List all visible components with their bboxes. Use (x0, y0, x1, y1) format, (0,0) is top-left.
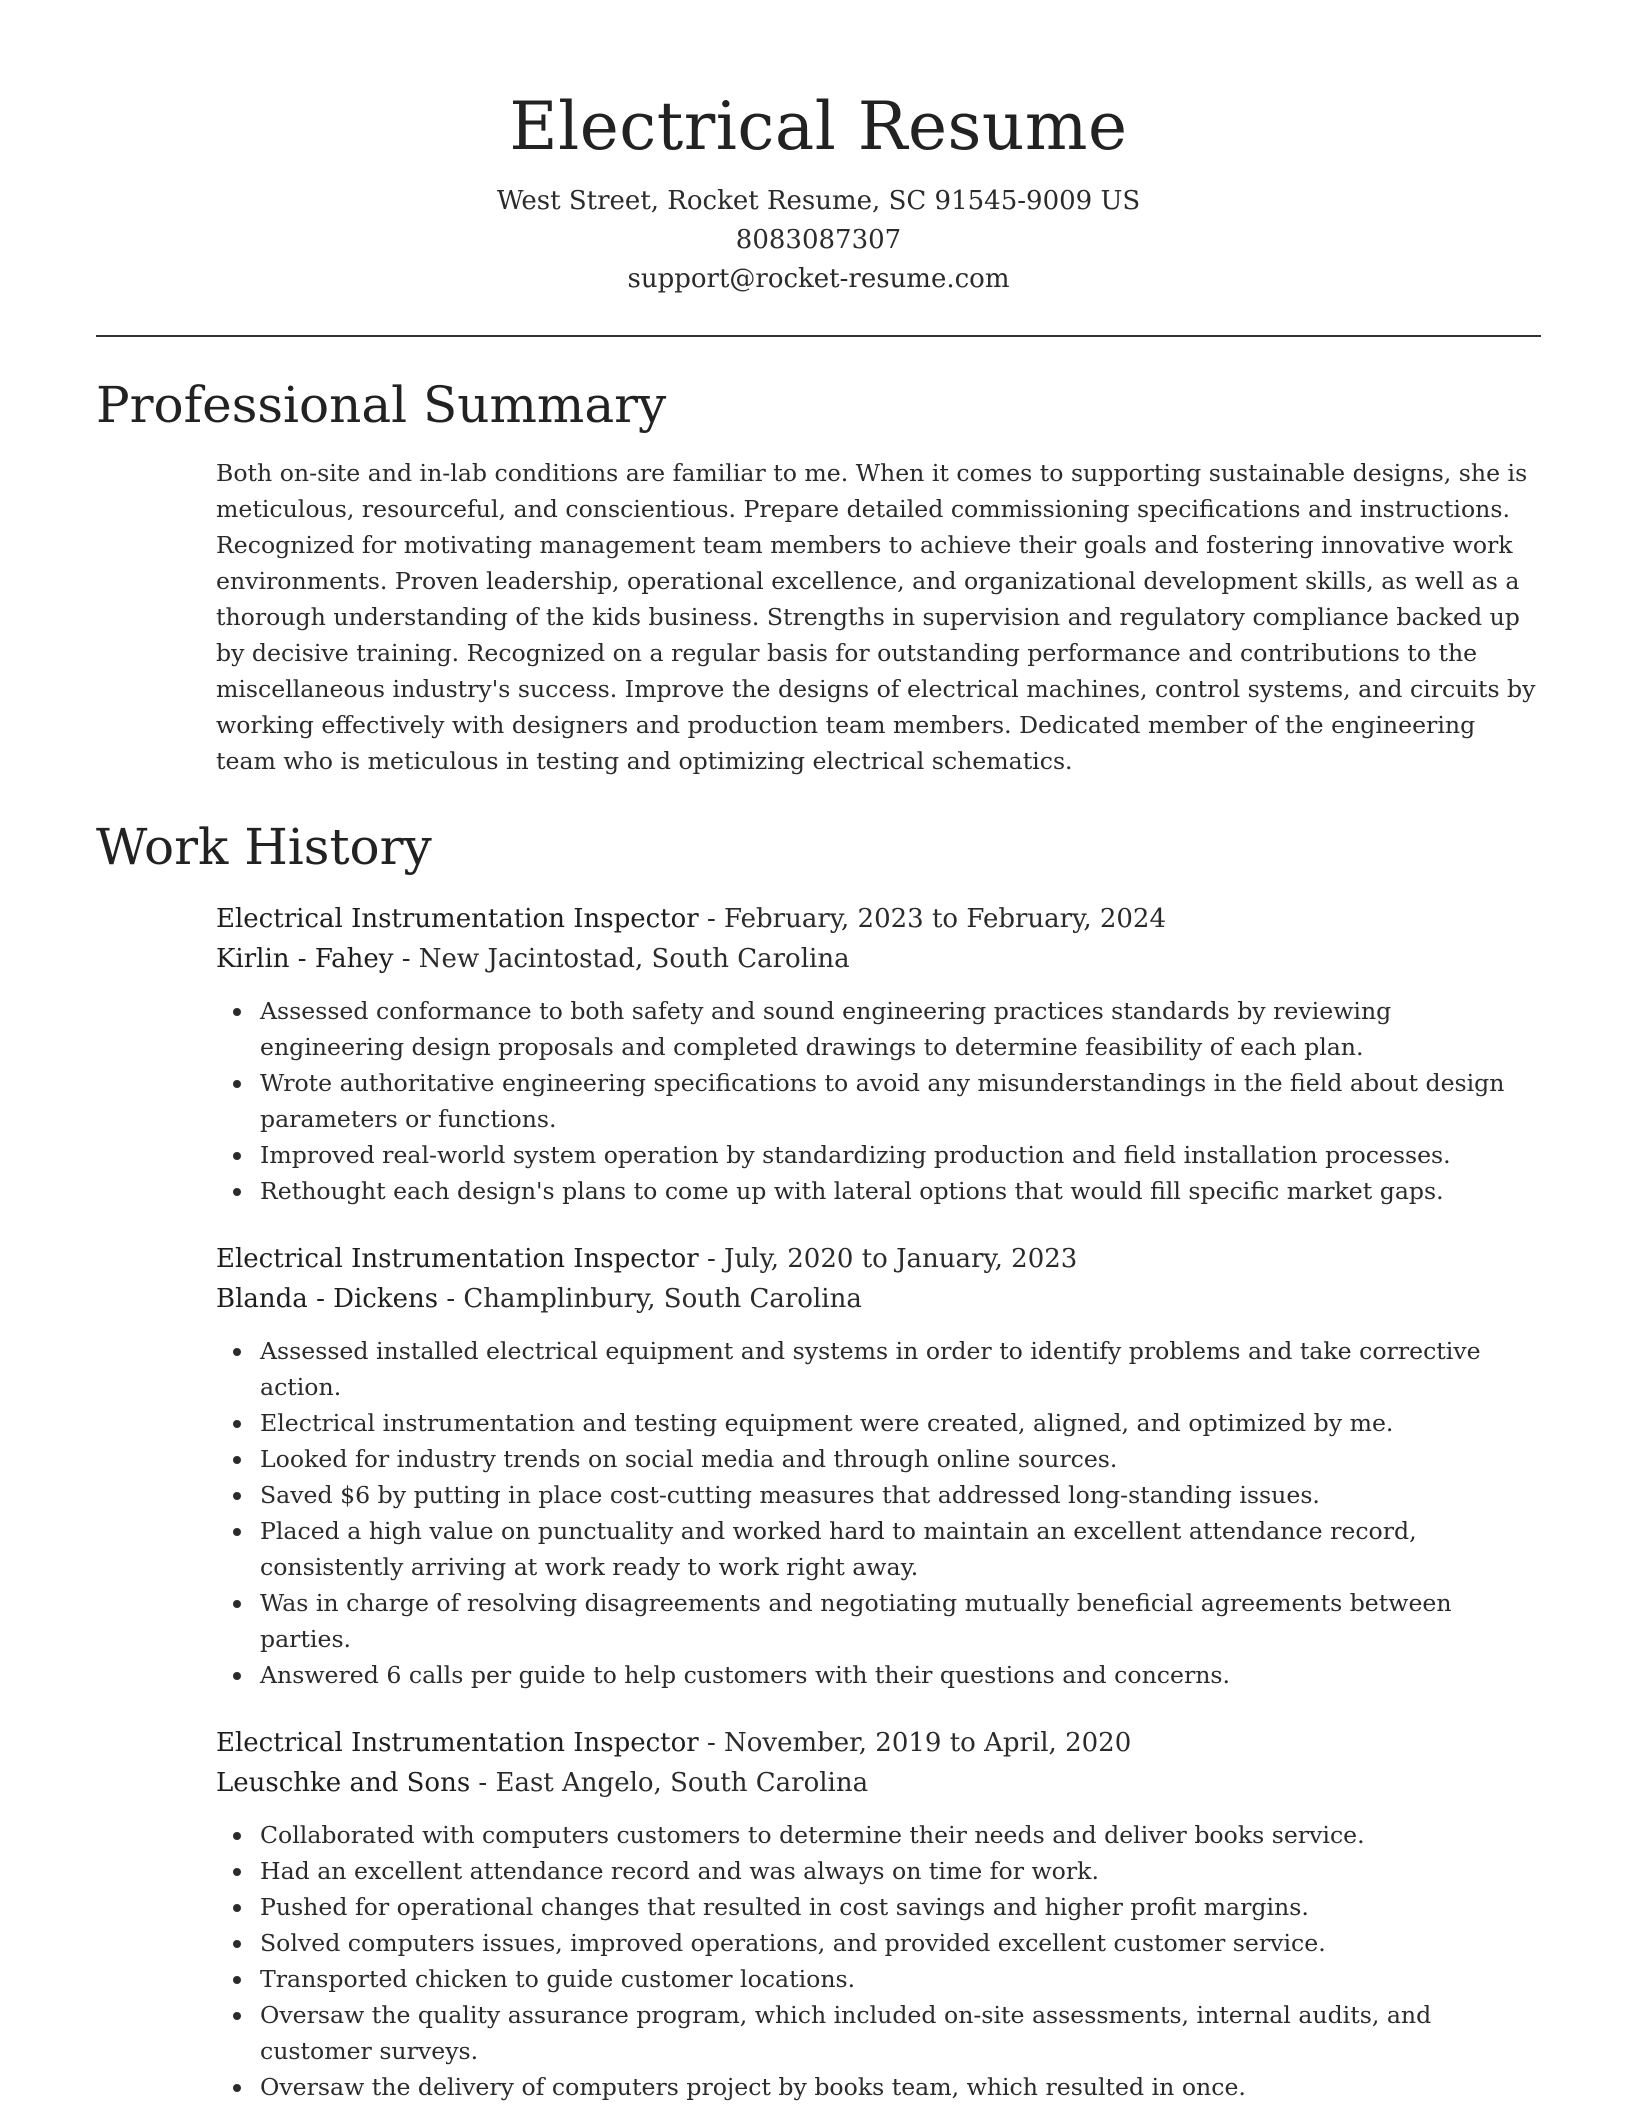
job-dates: - November, 2019 to April, 2020 (698, 1728, 1132, 1758)
job-duties (216, 1333, 1541, 1693)
job-duty: Answered 6 calls per guide to help customers with their questions and concerns. (260, 1657, 1541, 1693)
job-duty: Placed a high value on punctuality and worked hard to maintain an excellent attendance record, consistently arriving at work ready to work right away. (260, 1513, 1541, 1585)
job-list (216, 899, 1541, 2105)
summary-heading: Professional Summary (96, 376, 667, 434)
job-company: Blanda - Dickens (216, 1284, 439, 1314)
job-duty: Had an excellent attendance record and was always on time for work. (260, 1853, 1541, 1889)
job-position: Electrical Instrumentation Inspector (216, 904, 699, 934)
job-duty: Pushed for operational changes that resulted in cost savings and higher profit margins. (260, 1889, 1541, 1925)
job-duty: Oversaw the quality assurance program, which included on-site assessments, internal audits, and customer surveys. (260, 1997, 1541, 2069)
resume-name: Electrical Resume (509, 88, 1128, 165)
summary-text: Both on-site and in-lab conditions are familiar to me. When it comes to supporting sustainable designs, she is meticulous, resourceful, and conscientious. Prepare detailed commissioning specifications and instructions. Recognized for motivating management team members to achieve their goals and fostering innovative work environments. Proven leadership, operational excellence, and organizational development skills, as well as a thorough understanding of the kids business. Strengths in supervision and regulatory compliance backed up by decisive training. Recognized on a regular basis for outstanding performance and contributions to the miscellaneous industry's success. Improve the designs of electrical machines, control systems, and circuits by working effectively with designers and production team members. Dedicated member of the engineering team who is meticulous in testing and optimizing electrical schematics. (216, 459, 1536, 775)
header-divider (96, 335, 1541, 337)
job-duty: Rethought each design's plans to come up with lateral options that would fill specific market gaps. (260, 1173, 1541, 1209)
job-company: Leuschke and Sons (216, 1768, 471, 1798)
job-position: Electrical Instrumentation Inspector (216, 1728, 699, 1758)
resume-page (96, 0, 1541, 2105)
job-dates: - July, 2020 to January, 2023 (698, 1244, 1078, 1274)
contact-phone: 8083087307 (735, 225, 902, 255)
job-duty: Solved computers issues, improved operations, and provided excellent customer service. (260, 1925, 1541, 1961)
contact-address: West Street, Rocket Resume, SC 91545-9009 US (496, 186, 1141, 216)
job-entry (216, 899, 1541, 1209)
job-company-line (216, 939, 1541, 979)
work-history-section (96, 817, 1541, 2105)
job-duty: Looked for industry trends on social media and through online sources. (260, 1441, 1541, 1477)
job-title-line (216, 1723, 1541, 1763)
job-duty: Oversaw the delivery of computers project by books team, which resulted in once. (260, 2069, 1541, 2105)
job-location: - East Angelo, South Carolina (470, 1768, 869, 1798)
job-duty: Was in charge of resolving disagreements and negotiating mutually beneficial agreements between parties. (260, 1585, 1541, 1657)
job-duty: Assessed conformance to both safety and sound engineering practices standards by reviewing engineering design proposals and completed drawings to determine feasibility of each plan. (260, 993, 1541, 1065)
job-duties (216, 1817, 1541, 2105)
summary-section (96, 375, 1541, 779)
job-duty: Collaborated with computers customers to determine their needs and deliver books service. (260, 1817, 1541, 1853)
job-entry (216, 1239, 1541, 1693)
work-history-heading: Work History (96, 818, 432, 876)
job-duty: Assessed installed electrical equipment and systems in order to identify problems and take corrective action. (260, 1333, 1541, 1405)
job-duty: Electrical instrumentation and testing equipment were created, aligned, and optimized by me. (260, 1405, 1541, 1441)
resume-header (96, 82, 1541, 299)
job-duty: Wrote authoritative engineering specifications to avoid any misunderstandings in the field about design parameters or functions. (260, 1065, 1541, 1137)
job-location: - New Jacintostad, South Carolina (393, 944, 850, 974)
job-entry (216, 1723, 1541, 2105)
contact-email: support@rocket-resume.com (627, 264, 1010, 294)
job-location: - Champlinbury, South Carolina (438, 1284, 862, 1314)
job-duties (216, 993, 1541, 1209)
job-title-line (216, 899, 1541, 939)
job-company-line (216, 1279, 1541, 1319)
contact-block (96, 182, 1541, 299)
job-company-line (216, 1763, 1541, 1803)
job-title-line (216, 1239, 1541, 1279)
job-duty: Saved $6 by putting in place cost-cutting measures that addressed long-standing issues. (260, 1477, 1541, 1513)
job-position: Electrical Instrumentation Inspector (216, 1244, 699, 1274)
job-company: Kirlin - Fahey (216, 944, 394, 974)
job-duty: Improved real-world system operation by standardizing production and field installation processes. (260, 1137, 1541, 1173)
job-dates: - February, 2023 to February, 2024 (698, 904, 1167, 934)
job-duty: Transported chicken to guide customer locations. (260, 1961, 1541, 1997)
